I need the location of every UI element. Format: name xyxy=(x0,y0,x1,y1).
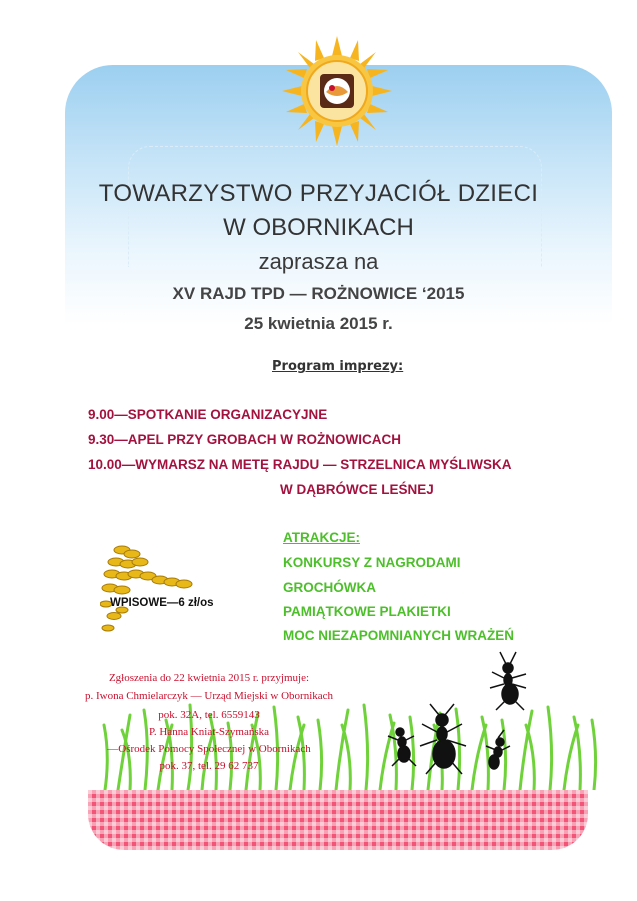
ants-icon xyxy=(380,648,540,778)
program-item: 9.30—APEL PRZY GROBACH W ROŻNOWICACH xyxy=(88,432,402,447)
attraction-item: MOC NIEZAPOMNIANYCH WRAŻEŃ xyxy=(283,628,514,643)
gold-coins-icon xyxy=(100,540,200,640)
org-name-line2: W OBORNIKACH xyxy=(223,214,414,241)
program-item: 10.00—WYMARSZ NA METĘ RAJDU — STRZELNICA MYŚLIWSKA xyxy=(88,457,512,472)
attraction-item: PAMIĄTKOWE PLAKIETKI xyxy=(283,604,451,619)
invite-text: zaprasza na xyxy=(258,249,379,274)
contact-line: p. Iwona Chmielarczyk — Urząd Miejski w Obornikach xyxy=(84,690,334,702)
org-name-line1: TOWARZYSTWO PRZYJACIÓŁ DZIECI xyxy=(98,180,539,207)
gingham-tablecloth xyxy=(88,790,588,850)
program-item: 9.00—SPOTKANIE ORGANIZACYJNE xyxy=(88,407,328,422)
tpd-sun-logo-icon xyxy=(282,36,392,146)
attraction-item: KONKURSY Z NAGRODAMI xyxy=(283,555,461,570)
contact-line: pok. 32A, tel. 6559143 xyxy=(158,709,260,721)
attractions-heading: ATRAKCJE: xyxy=(283,530,360,545)
program-item: W DĄBRÓWCE LEŚNEJ xyxy=(280,482,434,497)
event-title: XV RAJD TPD — ROŻNOWICE ‘2015 xyxy=(172,284,465,303)
attraction-item: GROCHÓWKA xyxy=(283,580,376,595)
contact-line: —Ośrodek Pomocy Społecznej w Obornikach xyxy=(107,743,311,755)
fee-label: WPISOWE—6 zł/os xyxy=(110,597,214,609)
contact-line: Zgłoszenia do 22 kwietnia 2015 r. przyjmuje: xyxy=(108,672,310,684)
contact-line: P. Hanna Kniat-Szymańska xyxy=(148,726,270,738)
contact-line: pok. 37, tel. 29 62 737 xyxy=(159,760,259,772)
program-heading: Program imprezy: xyxy=(272,359,404,374)
event-date: 25 kwietnia 2015 r. xyxy=(244,314,393,333)
